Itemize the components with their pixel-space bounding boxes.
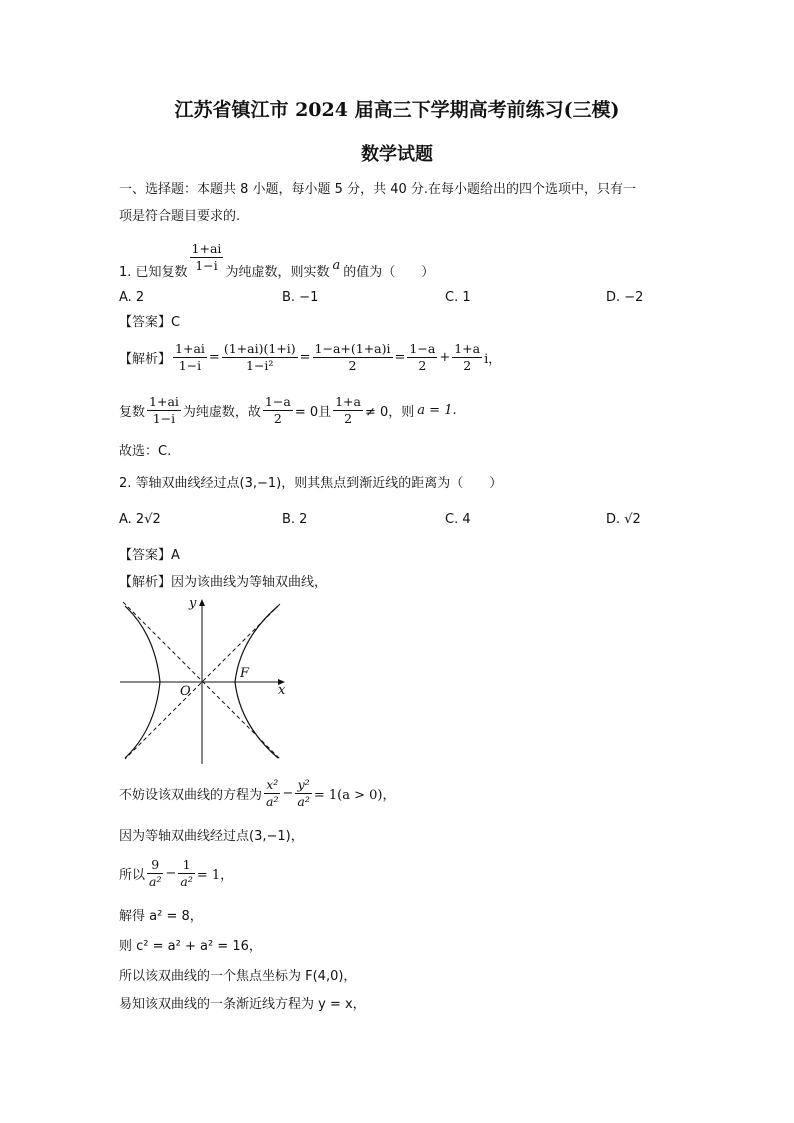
q2-eq2-n1: 9 — [147, 857, 163, 874]
q1-frac-6 — [147, 394, 181, 426]
y-axis-arrow — [199, 599, 205, 606]
q1-stem-fraction — [190, 241, 224, 273]
q1-frac-3-num: 1−a+(1+a)i — [314, 341, 391, 356]
q1-line2-c: = 0且 — [294, 404, 332, 420]
q1-stem-num: 1+ai — [191, 241, 222, 257]
origin-label: O — [180, 684, 191, 699]
section-heading-line2: 项是符合题目要求的. — [119, 209, 241, 224]
q1-frac-4-num: 1−a — [409, 341, 436, 356]
q2-analysis: 【解析】因为该曲线为等轴双曲线， — [119, 575, 328, 590]
q1-frac-7 — [263, 394, 293, 426]
hyperbola-diagram — [115, 594, 295, 769]
q1-line2-a: 复数 — [119, 404, 146, 420]
q2-step-1-text: 不妨设该双曲线的方程为 — [119, 787, 263, 803]
q1-line2-e: a = 1. — [417, 402, 457, 418]
q2-option-d: D. √2 — [606, 512, 641, 527]
q2-option-c: C. 4 — [445, 512, 471, 527]
q1-analysis-tail: i， — [484, 351, 502, 367]
q1-frac-8-den: 2 — [344, 410, 353, 426]
q2-answer: 【答案】A — [119, 548, 180, 563]
x-label: x — [278, 683, 286, 698]
q1-stem-suffix: 为纯虚数，则实数 — [225, 265, 330, 280]
q2-eq1-frac1 — [264, 777, 280, 809]
q2-step-7: 易知该双曲线的一条渐近线方程为 y = x， — [119, 997, 366, 1012]
q1-frac-7-den: 2 — [273, 410, 282, 426]
q2-eq2-d1: a² — [149, 873, 162, 889]
q1-stem-suffix2: 的值为（ ） — [343, 265, 435, 280]
q1-frac-3 — [313, 341, 393, 373]
q1-frac-2-num: (1+ai)(1+i) — [223, 341, 296, 356]
q1-frac-6-num: 1+ai — [149, 394, 179, 409]
q2-step-5: 则 c² = a² + a² = 16， — [119, 939, 262, 954]
q2-eq1-tail: = 1(a > 0)， — [313, 787, 396, 803]
q2-eq2-frac1 — [147, 857, 163, 889]
q1-stem-prefix: 1. 已知复数 — [119, 265, 188, 280]
q1-frac-4 — [407, 341, 437, 373]
q1-frac-4-den: 2 — [418, 357, 427, 373]
q1-frac-3-den: 2 — [348, 357, 357, 373]
q2-eq1-d2: a² — [297, 793, 310, 809]
y-label: y — [189, 596, 197, 611]
page-title: 江苏省镇江市 2024 届高三下学期高考前练习(三模) — [174, 99, 620, 121]
q1-analysis-line2 — [119, 394, 457, 426]
q1-frac-1-den: 1−i — [178, 357, 202, 373]
q1-frac-1 — [173, 341, 207, 373]
q1-option-a: A. 2 — [119, 290, 145, 305]
q1-frac-7-num: 1−a — [264, 394, 291, 409]
q1-stem-den: 1−i — [195, 258, 218, 273]
q2-option-b: B. 2 — [282, 512, 308, 527]
q2-eq1-d1: a² — [266, 793, 279, 809]
q1-stem — [119, 235, 434, 280]
q2-eq2-d2: a² — [180, 873, 193, 889]
q2-option-a: A. 2√2 — [119, 512, 161, 527]
q1-frac-1-num: 1+ai — [175, 341, 205, 356]
q1-frac-5-den: 2 — [463, 357, 472, 373]
q1-frac-6-den: 1−i — [152, 410, 176, 426]
q2-eq1-n2: y² — [295, 777, 311, 794]
q1-frac-2 — [222, 341, 298, 373]
q2-step-3: 所以 $\frac{9}{\text{a²}}$ − $\frac{1}{\text{a²}}$ = 1， — [119, 857, 234, 889]
q2-step-2: 因为等轴双曲线经过点(3,−1)， — [119, 829, 304, 844]
q2-step-4: 解得 a² = 8， — [119, 909, 203, 924]
page-subtitle: 数学试题 — [361, 144, 433, 165]
q1-analysis-line1: 【解析】 $\frac{1+ai}{1-i}$ = $\frac{(1+ai)(1+i)}{\text{1−i²}}$ = $\frac{1-a+(1+a)i}{2}$ = $\frac{1-a}{2}$ + $\frac{1+a}{2}$ i， — [119, 341, 502, 373]
q2-step-3-text: 所以 — [119, 867, 146, 883]
q2-eq1-frac2 — [295, 777, 311, 809]
q2-eq2-tail: = 1， — [196, 867, 234, 883]
q1-conclusion: 故选：C. — [119, 444, 172, 459]
q2-step-1: 不妨设该双曲线的方程为 $\frac{\text{x²}}{\text{a²}}$ − $\frac{\text{y²}}{\text{a²}}$ = 1(a > 0)， — [119, 777, 396, 809]
q1-option-c: C. 1 — [445, 290, 471, 305]
q1-frac-5 — [452, 341, 482, 373]
focus-label: F — [240, 666, 250, 681]
section-heading-line1: 一、选择题：本题共 8 小题，每小题 5 分，共 40 分.在每小题给出的四个选项中，只有一 — [119, 182, 637, 197]
q2-eq1-n1: x² — [264, 777, 280, 794]
q1-frac-8-num: 1+a — [335, 394, 361, 409]
q1-line2-d: ≠ 0，则 — [365, 404, 415, 420]
q1-option-d: D. −2 — [606, 290, 644, 305]
q1-frac-8 — [333, 394, 363, 426]
q1-frac-5-num: 1+a — [454, 341, 481, 356]
q1-frac-2-den: 1−i² — [246, 357, 274, 373]
q1-line2-b: 为纯虚数，故 — [182, 404, 261, 420]
q2-eq2-n2: 1 — [178, 857, 194, 874]
q2-eq2-frac2 — [178, 857, 194, 889]
q1-option-b: B. −1 — [282, 290, 319, 305]
q1-stem-var: a — [332, 258, 341, 273]
q2-step-6: 所以该双曲线的一个焦点坐标为 F(4,0)， — [119, 969, 357, 984]
q1-answer: 【答案】C — [119, 315, 181, 330]
q1-analysis-label: 【解析】 — [119, 351, 172, 367]
q2-stem: 2. 等轴双曲线经过点(3,−1)，则其焦点到渐近线的距离为（ ） — [119, 476, 503, 491]
